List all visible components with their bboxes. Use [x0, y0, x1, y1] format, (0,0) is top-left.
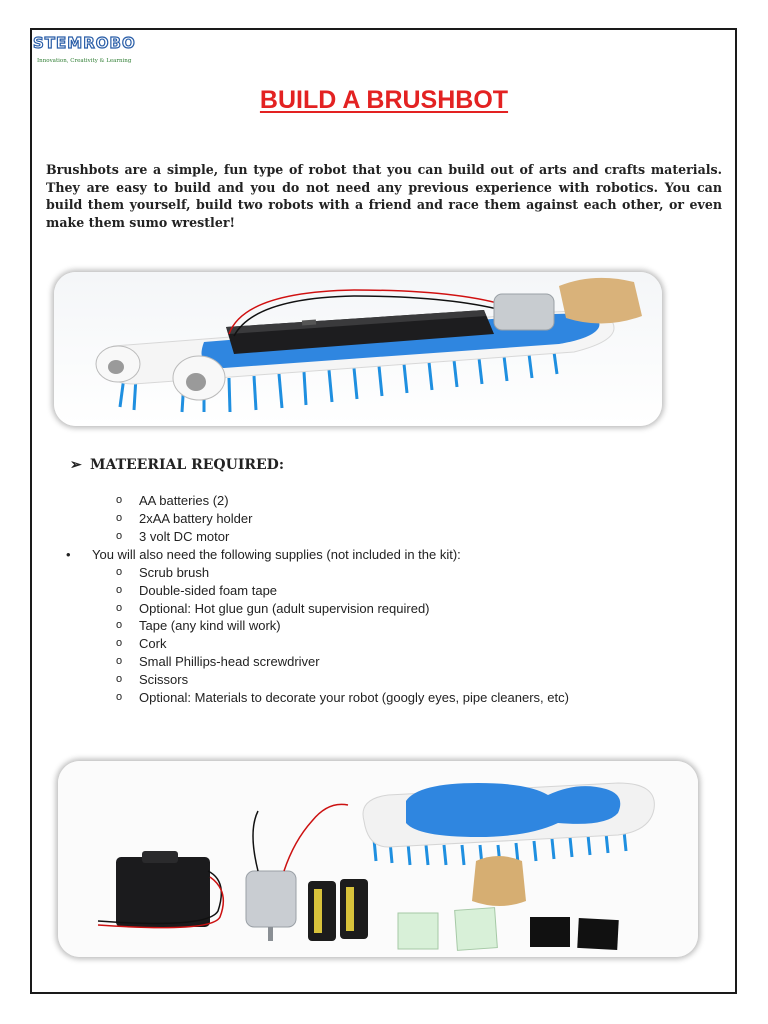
materials-heading-text: MATEERIAL REQUIRED:: [90, 457, 284, 473]
circle-bullet-icon: o: [116, 637, 123, 650]
circle-bullet-icon: o: [116, 494, 123, 506]
logo-tagline: Innovation, Creativity & Learning: [37, 58, 132, 64]
brushbot-parts-photo: [58, 761, 698, 957]
circle-bullet-icon: o: [116, 529, 123, 542]
stemrobo-logo: [33, 34, 143, 66]
logo-wordmark: STEMROBO: [33, 34, 136, 52]
dot-bullet-icon: •: [66, 547, 71, 562]
circle-bullet-icon: o: [116, 654, 123, 667]
circle-bullet-icon: o: [116, 601, 123, 614]
circle-bullet-icon: o: [116, 619, 123, 632]
page-title: BUILD A BRUSHBOT: [259, 86, 509, 114]
intro-paragraph: Brushbots are a simple, fun type of robot that you can build out of arts and crafts materials. They are easy to build and you do not need any previous experience with robotics. You can build them yourself, build two robots with a friend and race them against each other, or even make them sumo wrestler!: [46, 162, 722, 230]
circle-bullet-icon: o: [116, 566, 123, 578]
materials-heading: [70, 457, 284, 473]
arrow-bullet-icon: ➢: [70, 457, 82, 473]
assembled-brushbot-photo: [54, 272, 662, 426]
circle-bullet-icon: o: [116, 672, 123, 685]
circle-bullet-icon: o: [116, 690, 123, 703]
circle-bullet-icon: o: [116, 583, 123, 596]
circle-bullet-icon: o: [116, 511, 123, 524]
